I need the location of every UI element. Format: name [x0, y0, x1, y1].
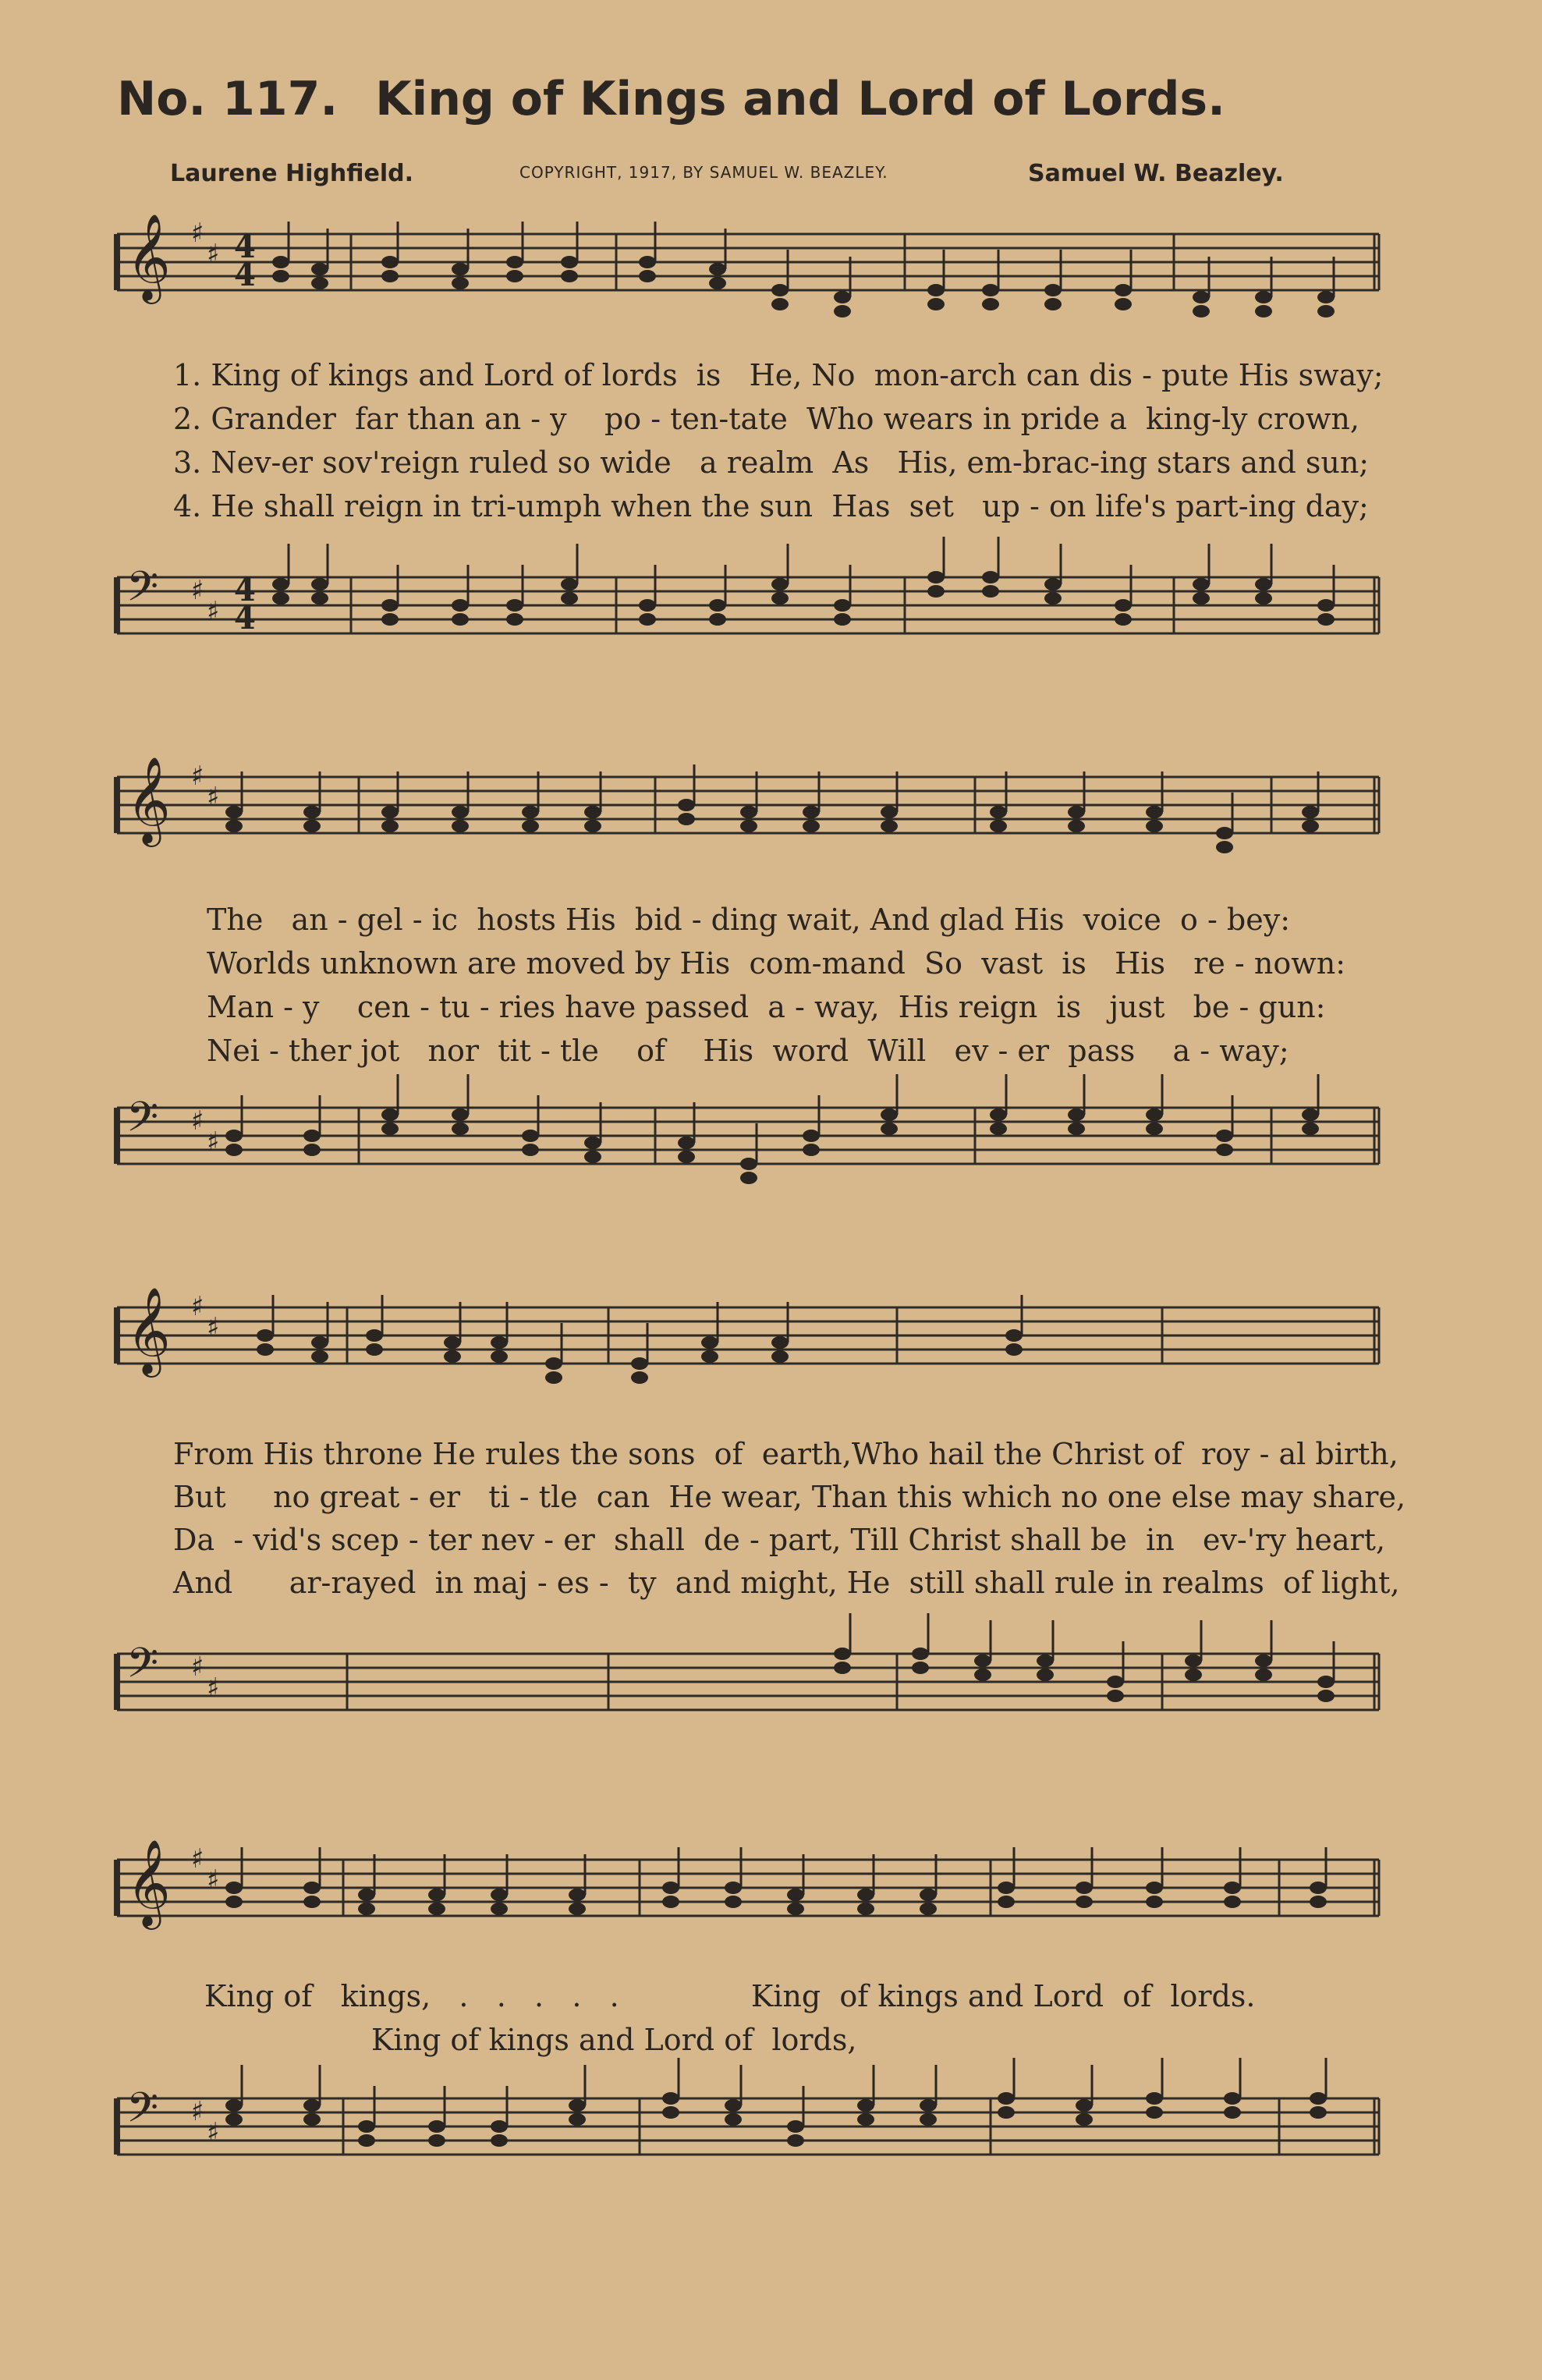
note-head: [225, 1130, 243, 1142]
note-head: [1005, 1343, 1023, 1356]
note-head: [1193, 578, 1210, 591]
note-head: [1310, 1882, 1327, 1894]
note-head: [1115, 284, 1132, 296]
system-1-treble-staff: [0, 213, 1542, 340]
note-head: [912, 1648, 929, 1660]
hymn-number: No. 117.: [117, 72, 339, 126]
note-head: [639, 256, 656, 268]
treble-clef-icon: 𝄞: [126, 756, 171, 843]
note-head: [272, 578, 289, 591]
sharp-icon: ♯: [191, 218, 204, 249]
verse-3-line-2: Man - y cen - tu - ries have passed a - way, His reign is just be - gun:: [207, 990, 1326, 1024]
note-head: [1224, 1882, 1241, 1894]
system-4-treble-staff: [0, 1802, 1542, 1942]
note-head: [1193, 305, 1210, 317]
note-head: [740, 820, 757, 832]
note-head: [1076, 1882, 1093, 1894]
note-head: [303, 2099, 321, 2112]
note-head: [1044, 592, 1062, 605]
note-head: [444, 1336, 461, 1349]
note-head: [1224, 1896, 1241, 1908]
note-head: [834, 613, 851, 626]
time-signature: 4: [234, 600, 256, 637]
verse-4-line-3: And ar-rayed in maj - es - ty and might, He still shall rule in realms of light,: [173, 1566, 1400, 1600]
note-head: [225, 820, 243, 832]
note-head: [725, 2099, 742, 2112]
note-head: [381, 806, 399, 818]
note-head: [678, 813, 695, 825]
note-head: [1255, 1669, 1272, 1681]
note-head: [545, 1357, 562, 1370]
note-head: [561, 578, 578, 591]
note-head: [311, 1336, 328, 1349]
note-head: [787, 1889, 804, 1901]
note-head: [1146, 2092, 1163, 2105]
note-head: [990, 806, 1007, 818]
verse-3-line-3: Da - vid's scep - ter nev - er shall de - part, Till Christ shall be in ev-'ry heart,: [173, 1523, 1386, 1557]
note-head: [311, 1350, 328, 1363]
note-head: [1185, 1669, 1202, 1681]
system-1-bass-staff: [0, 546, 1542, 686]
note-head: [982, 571, 999, 583]
note-head: [1107, 1690, 1124, 1702]
note-head: [225, 1144, 243, 1156]
note-head: [631, 1357, 648, 1370]
time-signature: 4: [234, 257, 256, 293]
note-head: [366, 1343, 383, 1356]
sharp-icon: ♯: [207, 1864, 220, 1896]
note-head: [912, 1662, 929, 1674]
note-head: [1255, 1655, 1272, 1667]
note-head: [491, 1350, 508, 1363]
note-head: [803, 820, 820, 832]
note-head: [990, 1123, 1007, 1135]
note-head: [857, 2113, 874, 2126]
note-head: [303, 806, 321, 818]
note-head: [452, 806, 469, 818]
note-head: [303, 1896, 321, 1908]
note-head: [366, 1329, 383, 1342]
sharp-icon: ♯: [207, 596, 220, 627]
note-head: [709, 613, 726, 626]
note-head: [584, 820, 601, 832]
note-head: [506, 270, 523, 282]
note-head: [927, 284, 945, 296]
note-head: [452, 820, 469, 832]
system-4-bass-staff: [0, 2052, 1542, 2208]
note-head: [881, 1108, 898, 1121]
treble-clef-icon: 𝄞: [126, 1286, 171, 1374]
note-head: [1068, 1123, 1085, 1135]
note-head: [584, 806, 601, 818]
verse-2-line-3: But no great - er ti - tle can He wear, Than this which no one else may share,: [173, 1480, 1406, 1514]
note-head: [1255, 305, 1272, 317]
note-head: [1302, 1108, 1319, 1121]
note-head: [881, 806, 898, 818]
hymn-name: King of Kings and Lord of Lords.: [375, 72, 1225, 126]
note-head: [857, 1889, 874, 1901]
note-head: [584, 1151, 601, 1163]
composer-credit: Samuel W. Beazley.: [1028, 160, 1284, 187]
verse-1-line-1: 1. King of kings and Lord of lords is He, No mon-arch can dis - pute His sway;: [173, 358, 1384, 392]
verse-1-line-2: The an - gel - ic hosts His bid - ding wait, And glad His voice o - bey:: [207, 903, 1291, 937]
note-head: [428, 2120, 445, 2133]
system-2-bass-staff: [0, 1076, 1542, 1217]
note-head: [225, 1896, 243, 1908]
note-head: [982, 585, 999, 598]
note-head: [257, 1329, 274, 1342]
note-head: [990, 1108, 1007, 1121]
copyright-notice: COPYRIGHT, 1917, BY SAMUEL W. BEAZLEY.: [519, 163, 888, 182]
note-head: [272, 270, 289, 282]
note-head: [709, 277, 726, 289]
note-head: [491, 2134, 508, 2147]
note-head: [709, 599, 726, 612]
note-head: [920, 2099, 937, 2112]
note-head: [998, 2106, 1015, 2119]
note-head: [998, 1896, 1015, 1908]
note-head: [1216, 827, 1233, 839]
bass-clef-icon: 𝄢: [126, 563, 159, 621]
note-head: [920, 1889, 937, 1901]
note-head: [639, 613, 656, 626]
note-head: [1302, 1123, 1319, 1135]
note-head: [491, 1889, 508, 1901]
sharp-icon: ♯: [207, 2117, 220, 2148]
note-head: [725, 1896, 742, 1908]
note-head: [771, 1336, 789, 1349]
sharp-icon: ♯: [207, 1312, 220, 1343]
note-head: [709, 263, 726, 275]
note-head: [639, 270, 656, 282]
note-head: [1216, 1144, 1233, 1156]
note-head: [787, 1903, 804, 1915]
note-head: [771, 284, 789, 296]
note-head: [428, 1903, 445, 1915]
note-head: [982, 298, 999, 310]
note-head: [1317, 1676, 1335, 1688]
note-head: [569, 2099, 586, 2112]
note-head: [927, 585, 945, 598]
verse-4-line-1: 4. He shall reign in tri-umph when the sun Has set up - on life's part-ing day;: [173, 489, 1369, 523]
note-head: [561, 270, 578, 282]
note-head: [506, 599, 523, 612]
note-head: [381, 599, 399, 612]
note-head: [1255, 291, 1272, 303]
note-head: [998, 2092, 1015, 2105]
note-head: [225, 2099, 243, 2112]
note-head: [506, 256, 523, 268]
note-head: [725, 2113, 742, 2126]
note-head: [631, 1371, 648, 1384]
note-head: [834, 305, 851, 317]
note-head: [358, 2120, 375, 2133]
note-head: [1037, 1655, 1054, 1667]
note-head: [1146, 1108, 1163, 1121]
note-head: [1146, 1882, 1163, 1894]
note-head: [857, 2099, 874, 2112]
note-head: [834, 599, 851, 612]
note-head: [974, 1655, 991, 1667]
note-head: [771, 298, 789, 310]
note-head: [974, 1669, 991, 1681]
note-head: [452, 277, 469, 289]
note-head: [584, 1137, 601, 1149]
bass-clef-icon: 𝄢: [126, 1094, 159, 1151]
note-head: [381, 613, 399, 626]
chorus-bass-line: King of kings and Lord of lords,: [371, 2023, 857, 2057]
note-head: [1224, 2106, 1241, 2119]
time-signature: 4: [234, 229, 256, 265]
system-3-bass-staff: [0, 1607, 1542, 1747]
note-head: [701, 1336, 718, 1349]
note-head: [1076, 2099, 1093, 2112]
note-head: [491, 1336, 508, 1349]
note-head: [881, 820, 898, 832]
note-head: [311, 592, 328, 605]
note-head: [452, 1108, 469, 1121]
note-head: [1005, 1329, 1023, 1342]
note-head: [522, 1130, 539, 1142]
note-head: [662, 2092, 679, 2105]
note-head: [1115, 613, 1132, 626]
note-head: [303, 1130, 321, 1142]
sharp-icon: ♯: [191, 1105, 204, 1137]
note-head: [701, 1350, 718, 1363]
note-head: [506, 613, 523, 626]
note-head: [257, 1343, 274, 1356]
note-head: [740, 806, 757, 818]
note-head: [678, 799, 695, 811]
sharp-icon: ♯: [207, 239, 220, 270]
note-head: [771, 1350, 789, 1363]
note-head: [1068, 806, 1085, 818]
note-head: [522, 1144, 539, 1156]
note-head: [1068, 1108, 1085, 1121]
sharp-icon: ♯: [191, 1843, 204, 1875]
note-head: [990, 820, 1007, 832]
note-head: [358, 1889, 375, 1901]
verse-4-line-2: Nei - ther jot nor tit - tle of His word Will ev - er pass a - way;: [207, 1034, 1289, 1068]
sharp-icon: ♯: [191, 2096, 204, 2127]
chorus-soprano-line: King of kings, . . . . . King of kings and Lord of lords.: [204, 1979, 1256, 2013]
note-head: [787, 2120, 804, 2133]
treble-clef-icon: 𝄞: [126, 1839, 171, 1926]
system-3-treble-staff: [0, 1287, 1542, 1404]
note-head: [771, 592, 789, 605]
note-head: [834, 291, 851, 303]
verse-2-line-1: 2. Grander far than an - y po - ten-tate Who wears in pride a king-ly crown,: [173, 402, 1359, 436]
sharp-icon: ♯: [191, 1291, 204, 1322]
sharp-icon: ♯: [191, 761, 204, 792]
note-head: [381, 820, 399, 832]
note-head: [1310, 1896, 1327, 1908]
note-head: [920, 2113, 937, 2126]
note-head: [1302, 806, 1319, 818]
note-head: [639, 599, 656, 612]
note-head: [381, 270, 399, 282]
note-head: [678, 1137, 695, 1149]
note-head: [381, 1108, 399, 1121]
sharp-icon: ♯: [191, 575, 204, 606]
note-head: [444, 1350, 461, 1363]
note-head: [272, 256, 289, 268]
note-head: [358, 2134, 375, 2147]
note-head: [927, 298, 945, 310]
note-head: [1193, 291, 1210, 303]
note-head: [834, 1662, 851, 1674]
note-head: [740, 1172, 757, 1184]
sharp-icon: ♯: [207, 1672, 220, 1704]
note-head: [920, 1903, 937, 1915]
note-head: [428, 1889, 445, 1901]
note-head: [311, 263, 328, 275]
note-head: [569, 1889, 586, 1901]
note-head: [491, 1903, 508, 1915]
verse-1-line-3: From His throne He rules the sons of earth,Who hail the Christ of roy - al birth,: [173, 1437, 1398, 1471]
note-head: [1107, 1676, 1124, 1688]
note-head: [1302, 820, 1319, 832]
note-head: [1224, 2092, 1241, 2105]
time-signature: 4: [234, 572, 256, 608]
note-head: [452, 599, 469, 612]
note-head: [522, 806, 539, 818]
note-head: [1255, 592, 1272, 605]
note-head: [545, 1371, 562, 1384]
note-head: [1310, 2092, 1327, 2105]
note-head: [1146, 1123, 1163, 1135]
note-head: [1216, 1130, 1233, 1142]
note-head: [1255, 578, 1272, 591]
note-head: [982, 284, 999, 296]
note-head: [452, 1123, 469, 1135]
note-head: [1044, 298, 1062, 310]
note-head: [1115, 298, 1132, 310]
note-head: [725, 1882, 742, 1894]
note-head: [1044, 284, 1062, 296]
note-head: [381, 256, 399, 268]
note-head: [1076, 1896, 1093, 1908]
note-head: [381, 1123, 399, 1135]
note-head: [834, 1648, 851, 1660]
note-head: [1044, 578, 1062, 591]
note-head: [522, 820, 539, 832]
note-head: [225, 806, 243, 818]
note-head: [662, 2106, 679, 2119]
note-head: [740, 1158, 757, 1170]
note-head: [569, 1903, 586, 1915]
note-head: [1317, 599, 1335, 612]
note-head: [225, 2113, 243, 2126]
note-head: [857, 1903, 874, 1915]
note-head: [1146, 1896, 1163, 1908]
note-head: [927, 571, 945, 583]
note-head: [1193, 592, 1210, 605]
bass-clef-icon: 𝄢: [126, 1640, 159, 1697]
note-head: [1317, 291, 1335, 303]
note-head: [803, 806, 820, 818]
note-head: [303, 1882, 321, 1894]
note-head: [803, 1144, 820, 1156]
note-head: [678, 1151, 695, 1163]
note-head: [303, 1144, 321, 1156]
system-2-treble-staff: [0, 749, 1542, 866]
note-head: [561, 592, 578, 605]
note-head: [311, 277, 328, 289]
note-head: [358, 1903, 375, 1915]
note-head: [452, 613, 469, 626]
note-head: [1185, 1655, 1202, 1667]
note-head: [1146, 806, 1163, 818]
note-head: [569, 2113, 586, 2126]
note-head: [1146, 2106, 1163, 2119]
note-head: [787, 2134, 804, 2147]
note-head: [1076, 2113, 1093, 2126]
note-head: [1317, 613, 1335, 626]
note-head: [1216, 841, 1233, 853]
note-head: [1115, 599, 1132, 612]
sharp-icon: ♯: [207, 1126, 220, 1158]
note-head: [272, 592, 289, 605]
hymn-title: [117, 72, 1225, 126]
author-credit: Laurene Highfield.: [170, 160, 413, 187]
note-head: [1317, 305, 1335, 317]
note-head: [452, 263, 469, 275]
note-head: [225, 1882, 243, 1894]
note-head: [662, 1882, 679, 1894]
verse-2-line-2: Worlds unknown are moved by His com-mand So vast is His re - nown:: [207, 946, 1345, 981]
note-head: [881, 1123, 898, 1135]
note-head: [428, 2134, 445, 2147]
sharp-icon: ♯: [207, 782, 220, 813]
note-head: [803, 1130, 820, 1142]
note-head: [311, 578, 328, 591]
note-head: [1310, 2106, 1327, 2119]
note-head: [491, 2120, 508, 2133]
note-head: [1037, 1669, 1054, 1681]
verse-3-line-1: 3. Nev-er sov'reign ruled so wide a realm As His, em-brac-ing stars and sun;: [173, 445, 1370, 480]
note-head: [662, 1896, 679, 1908]
bass-clef-icon: 𝄢: [126, 2084, 159, 2142]
treble-clef-icon: 𝄞: [126, 213, 171, 300]
sharp-icon: ♯: [191, 1651, 204, 1683]
note-head: [1317, 1690, 1335, 1702]
note-head: [771, 578, 789, 591]
note-head: [303, 2113, 321, 2126]
note-head: [998, 1882, 1015, 1894]
note-head: [1068, 820, 1085, 832]
note-head: [303, 820, 321, 832]
note-head: [1146, 820, 1163, 832]
note-head: [561, 256, 578, 268]
